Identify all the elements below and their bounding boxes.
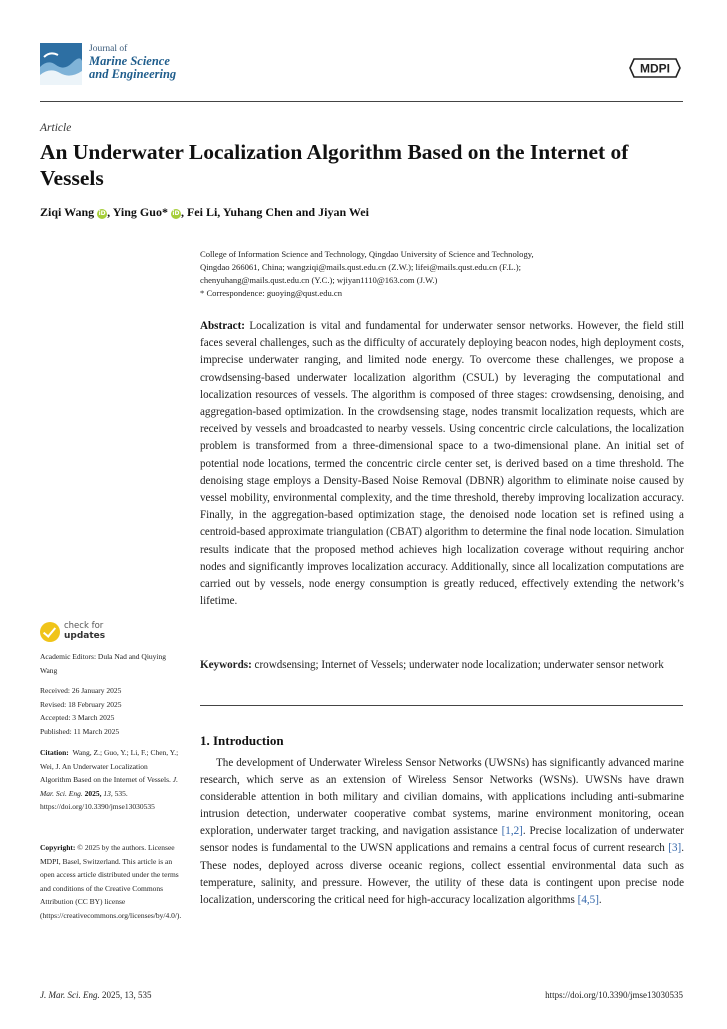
section-heading: 1. Introduction [200, 733, 284, 748]
citation-link[interactable]: [4,5] [577, 893, 599, 906]
author-name[interactable]: Fei Li, Yuhang Chen and Jiyan Wei [186, 205, 369, 219]
copyright-label: Copyright: [40, 843, 76, 852]
editors-names: Dula Nad and Qiuying Wang [40, 652, 167, 675]
keywords [200, 657, 684, 674]
abstract-label: Abstract: [200, 320, 245, 332]
author-name[interactable]: Ziqi Wang [40, 205, 95, 219]
journal-name [89, 55, 176, 81]
abstract-text: Localization is vital and fundamental for underwater sensor networks. However, the field still faces several challenges, such as the difficulty of accurately deploying beacon nodes, high deployment costs, imprecise underwater ranging, and limited node energy. To overcome these challenges, we propose a crowdsensing-based underwater localization algorithm (CSUL) by leveraging the computational and localization resources of vessels. The algorithm is composed of three stages: crowdsensing, denoising, and aggregation-based optimization. In the crowdsensing stage, nodes transmit localization requests, which are received by vessels and broadcasted to nearby vessels. Using concentric circle calculations, the localization problem is transformed from a three-dimensional space to a two-dimensional plane. An initial set of potential node locations, termed the concentric circle center set, is derived based on a time threshold. The denoising stage employs a Density-Based Noise Removal (DBNR) algorithm to eliminate noise caused by vessel mobility, environmental complexity, and the time threshold, thereby improving localization accuracy. Finally, in the aggregation-based optimization stage, the denoised node location set is refined using a centroid-based approximate triangulation (CBAT) algorithm to determine the final node location. Simulation results indicate that the proposed method achieves high localization coverage without requiring anchor nodes and significantly improves localization accuracy. Additionally, since all localization computations are carried out by vessels, node energy consumption is greatly reduced, effectively extending the network’s lifetime. [200, 320, 684, 608]
citation-link[interactable]: [3] [668, 842, 682, 855]
accepted-date: Accepted: 3 March 2025 [40, 713, 115, 722]
academic-editors [40, 650, 180, 677]
journal-prefix: Journal of [89, 44, 128, 54]
affiliation-line: Qingdao 266061, China; wangziqi@mails.qust.edu.cn (Z.W.); lifei@mails.qust.edu.cn (F.L.); [200, 262, 522, 272]
abstract [200, 318, 684, 610]
affiliation-line: chenyuhang@mails.qust.edu.cn (Y.C.); wjiyan1110@163.com (J.W.) [200, 275, 438, 285]
author-list: Ziqi Wang iD, Ying Guo* iD, Fei Li, Yuhang Chen and Jiyan Wei [40, 205, 369, 219]
check-updates-line1: check for [64, 621, 104, 631]
footer-doi-link[interactable]: https://doi.org/10.3390/jmse13030535 [545, 990, 683, 1000]
affiliation-line: College of Information Science and Technology, Qingdao University of Science and Technology, [200, 249, 534, 259]
footer-journal: J. Mar. Sci. Eng. [40, 990, 100, 1000]
published-date: Published: 11 March 2025 [40, 726, 120, 736]
citation-block: Citation: Wang, Z.; Guo, Y.; Li, F.; Chen, Y.; Wei, J. An Underwater Localization Algorithm Based on the Internet of Vessels. J. Mar. Sci. Eng. 2025, 13, 535. https://doi.org/10.3390/jmse13030535 [40, 748, 179, 811]
orcid-icon[interactable]: iD [98, 210, 106, 217]
article-type: Article [40, 122, 72, 134]
orcid-icon[interactable]: iD [172, 210, 180, 217]
journal-name-line2: and Engineering [89, 67, 177, 81]
article-title: An Underwater Localization Algorithm Based on the Internet of Vessels [40, 140, 629, 190]
copyright-text: © 2025 by the authors. Licensee MDPI, Basel, Switzerland. This article is an open access article distributed under the terms and conditions of the Creative Commons Attribution (CC BY) license (https://creativecommons.org/licenses/by/4.0/). [40, 843, 182, 920]
citation-label: Citation: [40, 748, 69, 757]
mdpi-logo-text: MDPI [640, 61, 670, 76]
check-for-updates-button[interactable] [40, 620, 120, 644]
citation-link[interactable]: [1,2] [501, 825, 523, 838]
revised-date: Revised: 18 February 2025 [40, 699, 122, 709]
keywords-text: crowdsensing; Internet of Vessels; underwater node localization; underwater sensor network [254, 659, 664, 671]
section-divider [200, 705, 683, 706]
header-divider [40, 101, 683, 102]
keywords-label: Keywords: [200, 659, 252, 671]
intro-paragraph: The development of Underwater Wireless Sensor Networks (UWSNs) has significantly advanced marine research, which serve as an extension of Wireless Sensor Networks (WSNs). UWSNs have drawn considerable attention in both military and civilian domains, with applications including anti-submarine intrusion detection, underwater cooperative combat systems, marine environment monitoring, ocean exploration, underwater target tracking, and navigation assistance [1,2]. Precise localization of underwater sensor nodes is fundamental to the UWSN applications and remains a central focus of current research [3]. These nodes, deployed across diverse oceanic regions, collect essential environmental data such as temperature, salinity, and pressure. However, the utility of these data is contingent upon precise node localization, underscoring the critical need for high-accuracy localization algorithms [4,5]. [200, 757, 684, 906]
affiliation-block [200, 248, 680, 300]
footer-year-vol: 2025, 13, 535 [102, 990, 152, 1000]
check-updates-line2: updates [64, 631, 106, 641]
corresponding-mark: * [161, 205, 168, 219]
journal-logo-icon [40, 43, 82, 85]
copyright-block [40, 841, 180, 922]
received-date: Received: 26 January 2025 [40, 686, 122, 695]
journal-name-line1: Marine Science [89, 54, 170, 68]
footer-citation [40, 990, 152, 1000]
correspondence-line: * Correspondence: guoying@qust.edu.cn [200, 288, 343, 298]
author-name[interactable]: Ying Guo [112, 205, 162, 219]
citation-doi-link[interactable]: 535. https://doi.org/10.3390/jmse13030535 [40, 788, 155, 811]
dates-block [40, 684, 180, 738]
mdpi-logo-icon [628, 57, 682, 79]
editors-label: Academic Editors: [40, 652, 97, 661]
checkmark-icon [40, 622, 60, 642]
